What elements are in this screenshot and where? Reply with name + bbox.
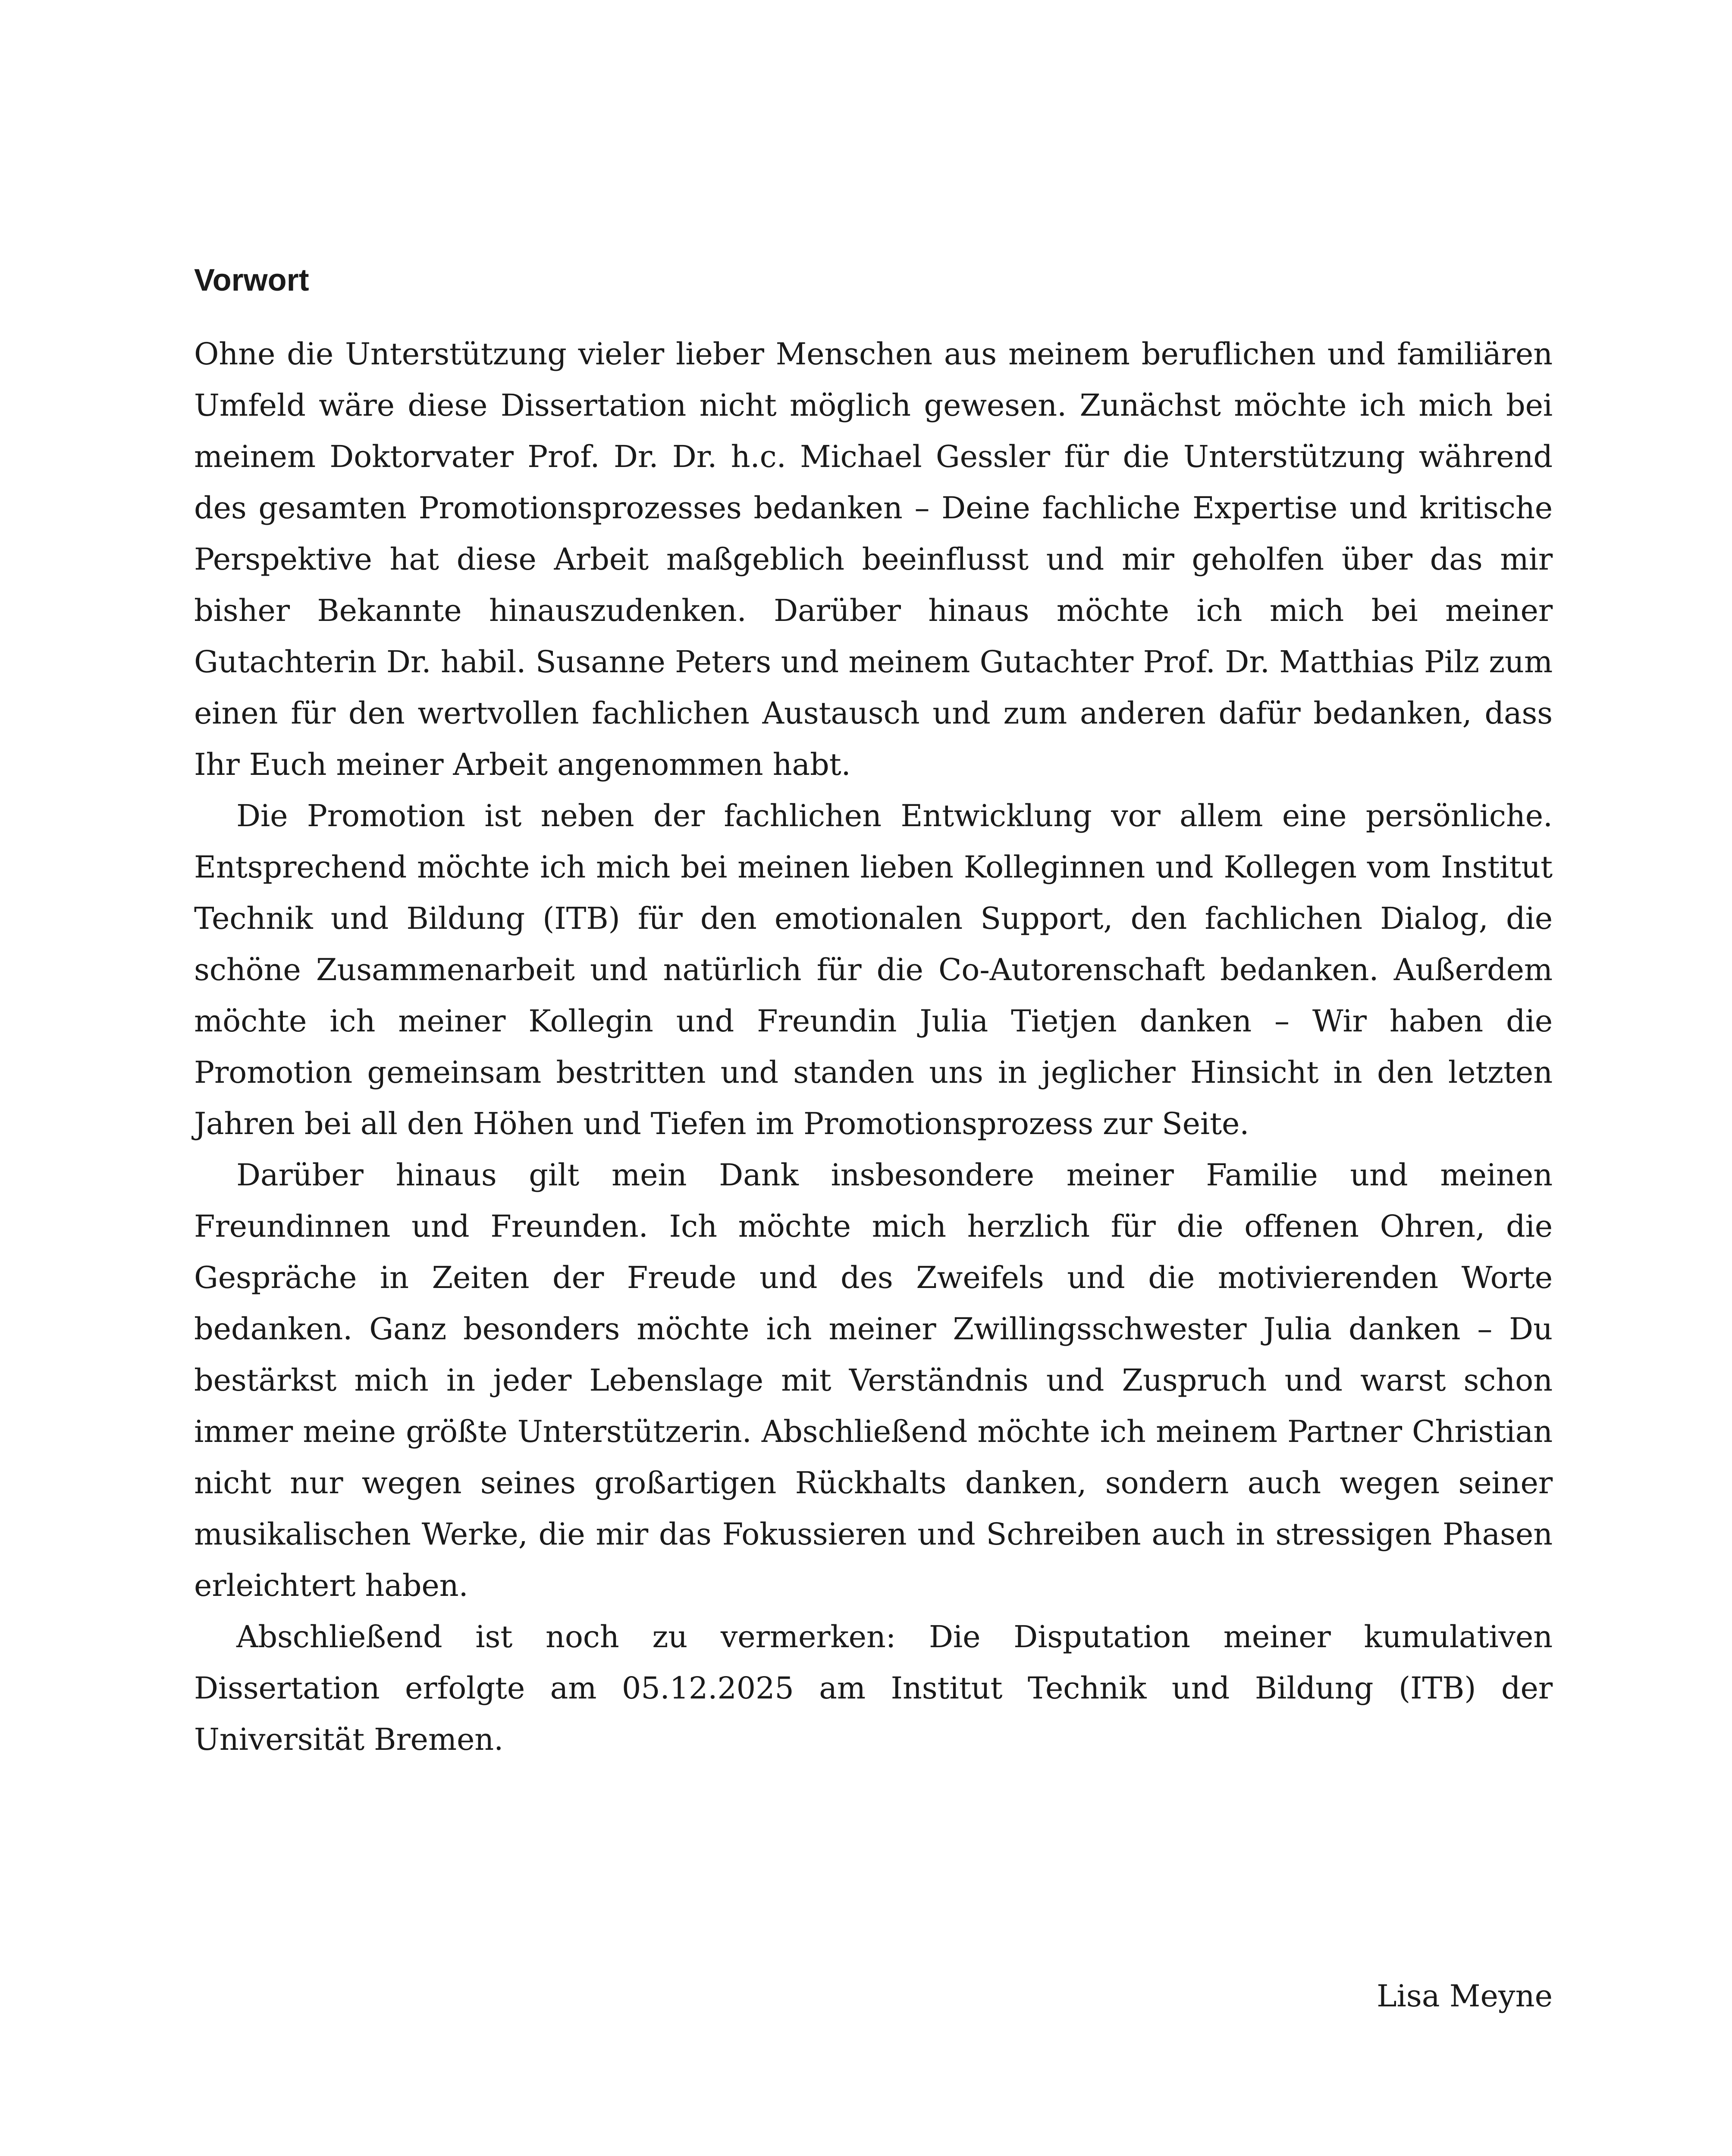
paragraph-4: Abschließend ist noch zu vermerken: Die Disputation meiner kumulativen Dissertation erfolgte am 05.12.2025 am Institut Technik und Bildung (ITB) der Universität Bremen. (194, 1619, 1553, 1757)
author-signature: Lisa Meyne (1377, 1978, 1553, 2014)
paragraph-3: Darüber hinaus gilt mein Dank insbesondere meiner Familie und meinen Freundinnen und Freunden. Ich möchte mich herzlich für die offenen Ohren, die Gespräche in Zeiten der Freude und des Zweifels und die motivierenden Worte bedanken. Ganz besonders möchte ich meiner Zwillingsschwester Julia danken – Du bestärkst mich in jeder Lebenslage mit Verständnis und Zuspruch und warst schon immer meine größte Unterstützerin. Abschließend möchte ich meinem Partner Christian nicht nur wegen seines großartigen Rückhalts danken, sondern auch wegen seiner musikalischen Werke, die mir das Fokussieren und Schreiben auch in stressigen Phasen erleichtert haben. (194, 1157, 1553, 1603)
paragraph-2: Die Promotion ist neben der fachlichen Entwicklung vor allem eine persönliche. Entsprechend möchte ich mich bei meinen lieben Kolleginnen und Kollegen vom Institut Technik und Bildung (ITB) für den emotionalen Support, den fachlichen Dialog, die schöne Zusammenarbeit und natürlich für die Co-Autorenschaft bedanken. Außerdem möchte ich meiner Kollegin und Freundin Julia Tietjen danken – Wir haben die Promotion gemeinsam bestritten und standen uns in jeglicher Hinsicht in den letzten Jahren bei all den Höhen und Tiefen im Promotionsprozess zur Seite. (194, 798, 1553, 1141)
paragraph-1: Ohne die Unterstützung vieler lieber Menschen aus meinem beruflichen und familiären Umfeld wäre diese Dissertation nicht möglich gewesen. Zunächst möchte ich mich bei meinem Doktorvater Prof. Dr. Dr. h.c. Michael Gessler für die Unterstützung während des gesamten Promotionsprozesses bedanken – Deine fachliche Expertise und kritische Perspektive hat diese Arbeit maßgeblich beeinflusst und mir geholfen über das mir bisher Bekannte hinauszudenken. Darüber hinaus möchte ich mich bei meiner Gutachterin Dr. habil. Susanne Peters und meinem Gutachter Prof. Dr. Matthias Pilz zum einen für den wertvollen fachlichen Austausch und zum anderen dafür bedanken, dass Ihr Euch meiner Arbeit angenommen habt. (194, 336, 1553, 782)
page-content (194, 259, 1553, 1765)
page-title: Vorwort (194, 263, 309, 298)
